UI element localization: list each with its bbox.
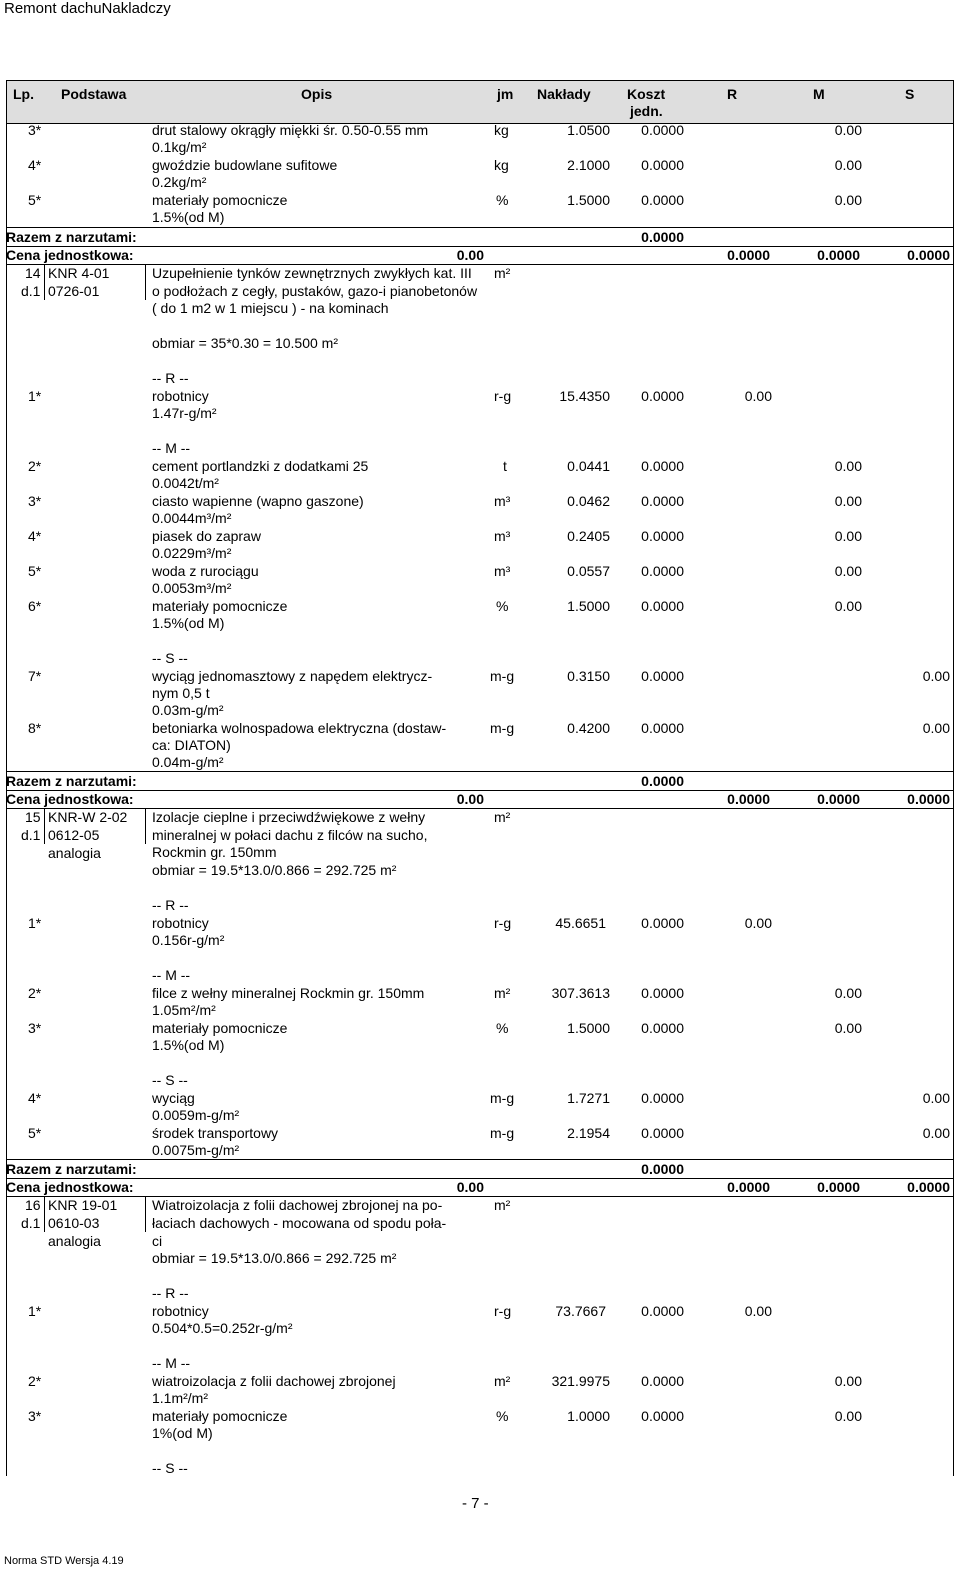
header-r: R	[727, 86, 738, 102]
table-header	[6, 80, 954, 124]
header-koszt: Koszt	[627, 86, 666, 102]
header-naklady: Nakłady	[537, 86, 591, 102]
header-s: S	[905, 86, 915, 102]
document-title: Remont dachuNakladczy	[4, 0, 171, 17]
software-version: Norma STD Wersja 4.19	[4, 1555, 124, 1567]
header-opis: Opis	[301, 86, 333, 102]
header-koszt-jedn: jedn.	[630, 103, 663, 119]
page-number: - 7 -	[462, 1495, 489, 1512]
header-jm: jm	[497, 86, 514, 102]
header-lp: Lp.	[13, 86, 34, 102]
header-m: M	[813, 86, 825, 102]
header-podstawa: Podstawa	[61, 86, 127, 102]
